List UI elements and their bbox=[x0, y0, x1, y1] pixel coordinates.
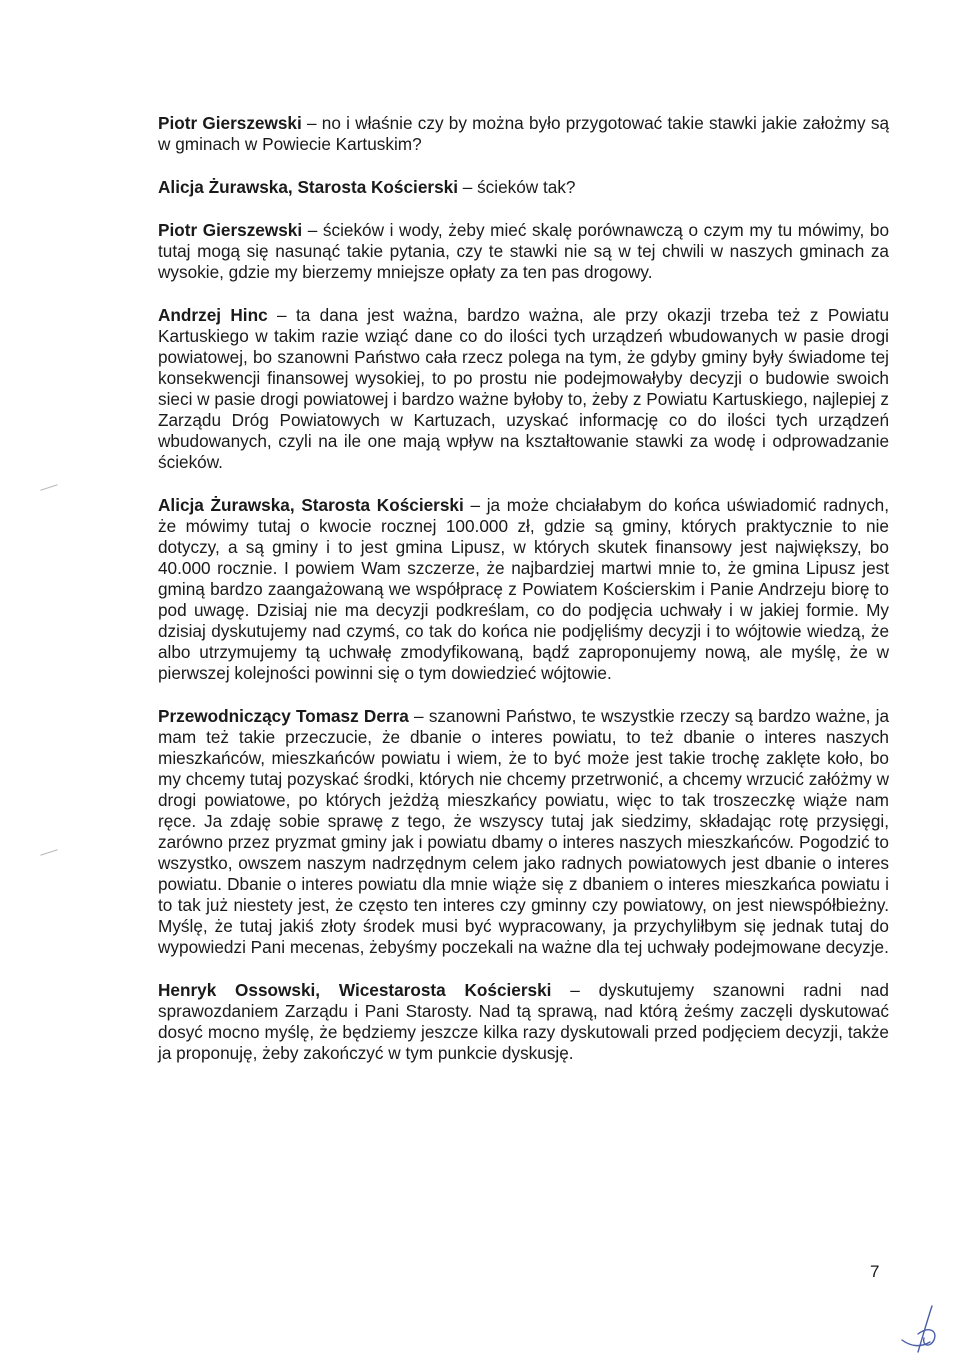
paragraph-derra bbox=[158, 706, 889, 958]
paragraph-ossowski bbox=[158, 980, 889, 1064]
speaker-name: Alicja Żurawska, Starosta Kościerski bbox=[158, 177, 458, 197]
paragraph-zurawska-2 bbox=[158, 495, 889, 684]
speaker-name: Piotr Gierszewski bbox=[158, 220, 303, 240]
margin-scan-mark bbox=[40, 849, 57, 856]
speaker-name: Alicja Żurawska, Starosta Kościerski bbox=[158, 495, 464, 515]
paragraph-text: – ścieków tak? bbox=[457, 177, 576, 197]
transcript-body bbox=[158, 113, 889, 1086]
paragraph-text: – ścieków i wody, żeby mieć skalę porównawczą o czym my tu mówimy, bo tutaj mogą się nasunąć takie pytania, czy te stawki nie są w tej chwili w naszych gminach za wysokie, gdzie my bierzemy mniejsze opłaty za ten pas drogowy. bbox=[158, 220, 890, 282]
page-number: 7 bbox=[870, 1262, 880, 1281]
paragraph-gierszewski-1 bbox=[158, 113, 889, 155]
speaker-name: Henryk Ossowski, Wicestarosta Kościerski bbox=[158, 980, 552, 1000]
margin-scan-mark bbox=[40, 484, 57, 491]
paragraph-zurawska-1 bbox=[158, 177, 889, 198]
paragraph-text: – szanowni Państwo, te wszystkie rzeczy są bardzo ważne, ja mam też takie przeczucie, że dbanie o interes powiatu, to też dbanie o interes naszych mieszkańców, mieszkańców powiatu i wiem, że to być może jest takie trochę zaklęte koło, bo my chcemy tutaj pozyskać środki, których nie chcemy przetrwonić, a chcemy wrzucić załóżmy w drogi powiatowe, po których jeżdżą mieszkańcy powiatu, więc to tak troszeczkę wiąże nam ręce. Ja zdaję sobie sprawę z tego, że wszyscy tutaj jak siedzimy, składając rotę przysięgi, zarówno przez pryzmat gminy jak i powiatu dbamy o interes naszych mieszkańców. Pogodzić to wszystko, owszem naszym nadrzędnym celem jako radnych powiatowych jest dbanie o interes powiatu. Dbanie o interes powiatu dla mnie wiąże się z dbaniem o interes mieszkańca powiatu i to tak już niestety jest, że często ten interes czy gminny czy powiatowy, on jest niewspółbieżny. Myślę, że tutaj jakiś złoty środek musi być wypracowany, ja przychyliłbym się jednak tutaj do wypowiedzi Pani mecenas, żebyśmy poczekali na ważne dla tej uchwały podejmowane decyzje. bbox=[158, 706, 889, 957]
paragraph-text: – no i właśnie czy by można było przygotować takie stawki jakie założmy są w gminach w Powiecie Kartuskim? bbox=[158, 113, 889, 154]
paragraph-gierszewski-2 bbox=[158, 220, 889, 283]
paragraph-text: – dyskutujemy szanowni radni nad sprawozdaniem Zarządu i Pani Starosty. Nad tą sprawą, nad którą żeśmy zaczęli dyskutować dosyć mocno myślę, że będziemy jeszcze kilka razy dyskutowali przed podjęciem decyzji, także ja proponuję, żeby zakończyć w tym punkcie dyskusję. bbox=[158, 980, 889, 1063]
speaker-name: Przewodniczący Tomasz Derra bbox=[158, 706, 409, 726]
paragraph-text: – ta dana jest ważna, bardzo ważna, ale przy okazji trzeba też z Powiatu Kartuskiego w takim razie wziąć dane co do ilości tych urządzeń wbudowanych w pasie drogi powiatowej, bo szanowni Państwo cała rzecz polega na tym, że gdyby gminy były świadome tej konsekwencji finansowej wysokiej, to po prostu nie podejmowałyby decyzji o budowie swoich sieci w pasie drogi powiatowej i bardzo ważne byłoby to, żeby z Powiatu Kartuskiego, najlepiej z Zarządu Dróg Powiatowych w Kartuzach, uzyskać informację co do ilości tych urządzeń wbudowanych, czyli na ile one mają wpływ na kształtowanie stawki za wodę i odprowadzanie ścieków. bbox=[158, 305, 890, 472]
speaker-name: Andrzej Hinc bbox=[158, 305, 268, 325]
speaker-name: Piotr Gierszewski bbox=[158, 113, 302, 133]
paragraph-text: – ja może chciałabym do końca uświadomić radnych, że mówimy tutaj o kwocie rocznej 100.000 zł, gdzie są gminy, których praktycznie to nie dotyczy, a są gminy i to jest gmina Lipusz, w których skutek finansowy jest największy, bo 40.000 rocznie. I powiem Wam szczerze, że najbardziej martwi mnie to, że gmina Lipusz jest gminą bardzo zaangażowaną we współpracę z Powiatem Kościerskim i Panie Andrzeju biorę to pod uwagę. Dzisiaj nie ma decyzji podkreślam, co do podjęcia uchwały i w jakiej formie. My dzisiaj dyskutujemy nad czymś, co tak do końca nie podjęliśmy decyzji i to wójtowie wiedzą, że albo utrzymujemy tą uchwałę zmodyfikowaną, bądź zaproponujemy nową, ale myślę, że w pierwszej kolejności powinni się o tym dowiedzieć wójtowie. bbox=[158, 495, 889, 683]
initials-signature bbox=[898, 1300, 950, 1356]
paragraph-hinc bbox=[158, 305, 889, 473]
